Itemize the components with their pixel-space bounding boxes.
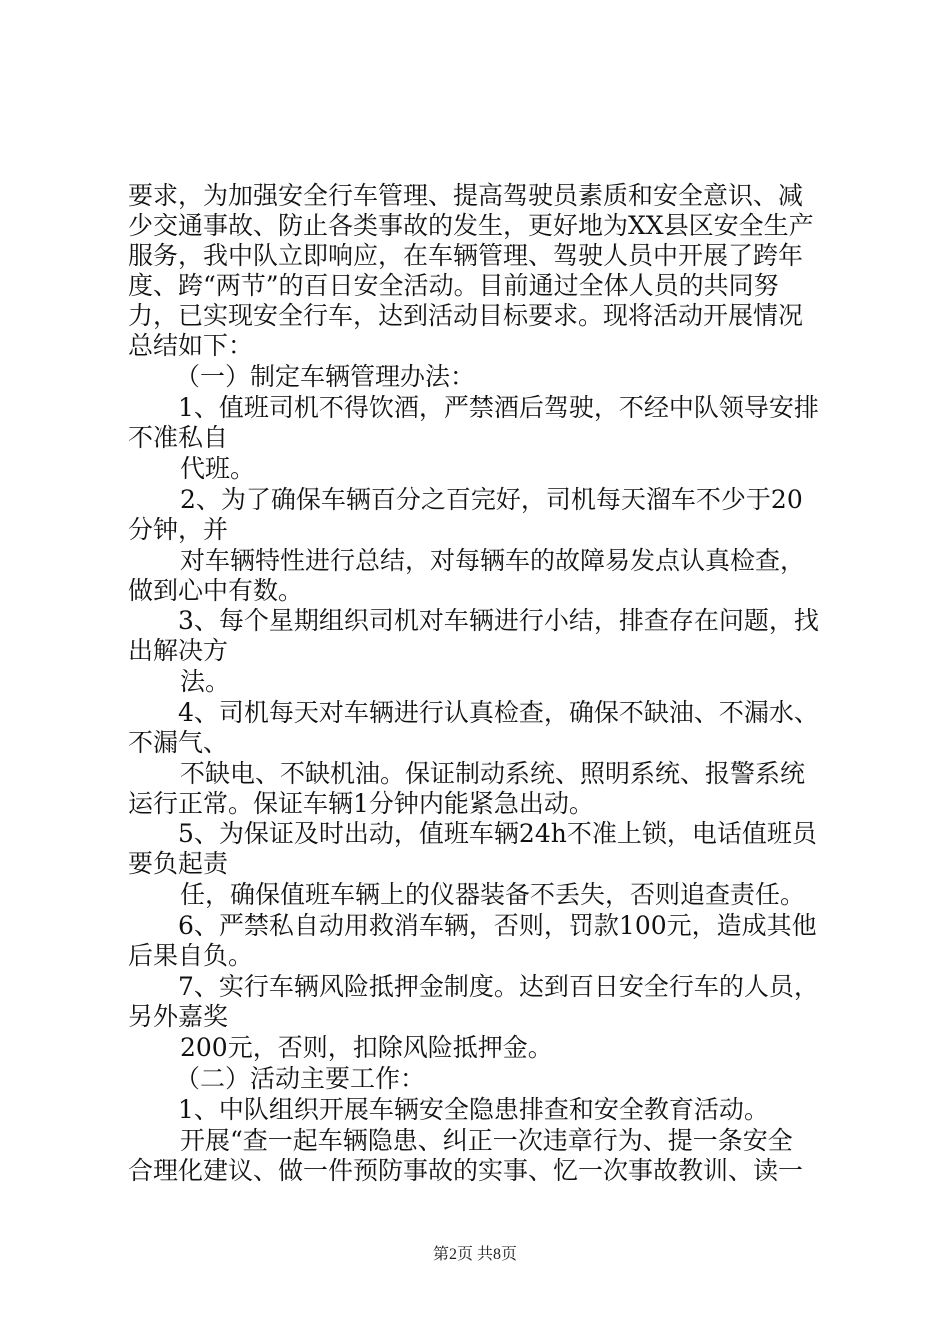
body-line: 少交通事故、防止各类事故的发生，更好地为XX县区安全生产	[128, 211, 814, 240]
body-line: 不缺电、不缺机油。保证制动系统、照明系统、报警系统	[180, 759, 806, 788]
body-line: 开展“查一起车辆隐患、纠正一次违章行为、提一条安全	[180, 1126, 793, 1155]
body-line: 不准私自	[128, 423, 229, 452]
body-line: 任，确保值班车辆上的仪器装备不丢失，否则追查责任。	[180, 880, 806, 909]
body-line: 做到心中有数。	[128, 576, 304, 605]
body-line: 1、中队组织开展车辆安全隐患排查和安全教育活动。	[178, 1095, 769, 1124]
body-line: 对车辆特性进行总结，对每辆车的故障易发点认真检查，	[180, 546, 806, 575]
body-line: 运行正常。保证车辆1分钟内能紧急出动。	[128, 789, 594, 818]
body-line: 度、跨“两节”的百日安全活动。目前通过全体人员的共同努	[128, 271, 779, 300]
body-line: 总结如下：	[128, 331, 254, 360]
body-line: 分钟，并	[128, 515, 229, 544]
body-line: 要负起责	[128, 849, 229, 878]
body-line: 2、为了确保车辆百分之百完好，司机每天溜车不少于20	[180, 485, 803, 514]
body-line: 7、实行车辆风险抵押金制度。达到百日安全行车的人员，	[178, 972, 819, 1001]
section-heading: （一）制定车辆管理办法：	[175, 362, 476, 391]
body-line: 后果自负。	[128, 941, 254, 970]
section-heading: （二）活动主要工作：	[175, 1064, 426, 1093]
body-line: 服务，我中队立即响应，在车辆管理、驾驶人员中开展了跨年	[128, 241, 804, 270]
body-line: 力，已实现安全行车，达到活动目标要求。现将活动开展情况	[128, 301, 804, 330]
body-line: 3、每个星期组织司机对车辆进行小结，排查存在问题，找	[178, 606, 819, 635]
body-line: 出解决方	[128, 636, 229, 665]
body-line: 1、值班司机不得饮酒，严禁酒后驾驶，不经中队领导安排	[178, 393, 819, 422]
body-line: 5、为保证及时出动，值班车辆24h不准上锁，电话值班员	[178, 819, 817, 848]
body-line: 合理化建议、做一件预防事故的实事、忆一次事故教训、读一	[128, 1156, 804, 1185]
body-line: 另外嘉奖	[128, 1002, 229, 1031]
page-footer: 第2页 共8页	[432, 1246, 517, 1263]
body-line: 法。	[180, 667, 231, 696]
body-line: 要求，为加强安全行车管理、提高驾驶员素质和安全意识、减	[128, 181, 804, 210]
body-line: 4、司机每天对车辆进行认真检查，确保不缺油、不漏水、	[178, 698, 819, 727]
body-line: 不漏气、	[128, 728, 229, 757]
body-line: 代班。	[180, 454, 256, 483]
body-line: 6、严禁私自动用救消车辆，否则，罚款100元，造成其他	[178, 911, 817, 940]
body-line: 200元，否则，扣除风险抵押金。	[180, 1033, 553, 1062]
